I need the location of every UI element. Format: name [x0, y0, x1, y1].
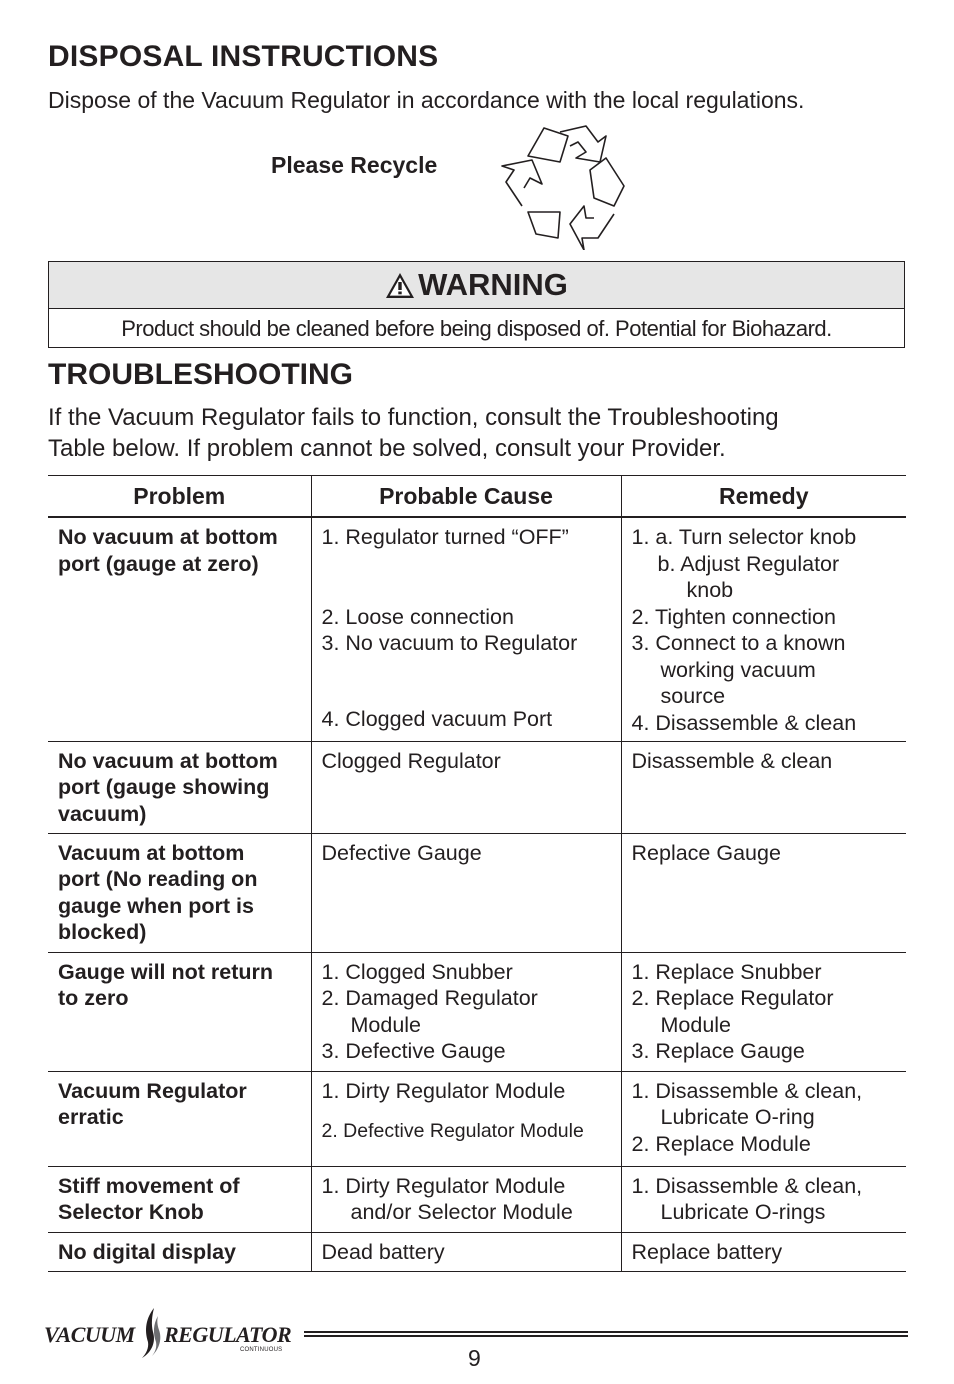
logo-subtext: CONTINUOUS: [240, 1347, 283, 1353]
cell-line: 4. Disassemble & clean: [631, 710, 857, 735]
remedy-cell: [621, 833, 906, 952]
problem-cell: [48, 1166, 311, 1232]
cell-line: Disassemble & clean: [631, 748, 833, 773]
table-row: [48, 1166, 906, 1232]
cause-cell: [311, 517, 621, 741]
cell-line: Lubricate O-ring: [660, 1105, 815, 1129]
cell-line: blocked): [58, 920, 147, 944]
cell-line: Vacuum Regulator: [58, 1078, 247, 1103]
cell-line: port (gauge at zero): [58, 551, 259, 576]
cell-line: 2. Damaged Regulator: [321, 986, 538, 1010]
cell-line: 3. Replace Gauge: [631, 1039, 805, 1063]
cell-line: Replace battery: [631, 1239, 783, 1264]
remedy-cell: [621, 952, 906, 1071]
remedy-cell: [621, 1071, 906, 1166]
cell-line: 1. Disassemble & clean,: [631, 1078, 863, 1103]
table-header-row: [48, 476, 906, 518]
cell-line: 1. Regulator turned “OFF”: [321, 525, 569, 549]
cause-cell: [311, 833, 621, 952]
recycle-icon: [494, 122, 628, 250]
cell-line: source: [660, 684, 726, 708]
cell-line: working vacuum: [660, 657, 816, 682]
header-cause: Probable Cause: [311, 476, 621, 518]
cell-line: b. Adjust Regulator: [657, 551, 840, 576]
cell-line: 1. Disassemble & clean,: [631, 1173, 863, 1198]
cause-cell: [311, 741, 621, 833]
cell-line: vacuum): [58, 801, 147, 826]
remedy-cell: [621, 741, 906, 833]
header-remedy: Remedy: [621, 476, 906, 518]
warning-title: WARNING: [418, 267, 568, 302]
cause-cell: [311, 952, 621, 1071]
cell-line: 1. a. Turn selector knob: [631, 525, 857, 549]
troubleshooting-intro: [48, 402, 918, 464]
cell-line: 1. Clogged Snubber: [321, 959, 513, 984]
cell-line: gauge when port is: [58, 893, 254, 918]
warning-text: Product should be cleaned before being disposed of. Potential for Biohazard.: [121, 315, 832, 341]
remedy-cell: [621, 1232, 906, 1271]
cell-line: 1. Dirty Regulator Module: [321, 1173, 566, 1198]
table-row: [48, 1071, 906, 1166]
recycle-label: Please Recycle: [271, 152, 438, 178]
warning-header: [49, 262, 904, 309]
cell-line: 3. No vacuum to Regulator: [321, 631, 578, 655]
header-problem: Problem: [48, 476, 311, 518]
table-row: [48, 517, 906, 741]
cell-line: No vacuum at bottom: [58, 748, 278, 773]
problem-cell: [48, 517, 311, 741]
cell-line: Defective Gauge: [321, 840, 482, 865]
table-row: [48, 741, 906, 833]
cell-line: 3. Connect to a known: [631, 631, 846, 655]
cell-line: 2. Defective Regulator Module: [321, 1120, 584, 1142]
cell-line: 4. Clogged vacuum Port: [321, 706, 553, 731]
cell-line: and/or Selector Module: [350, 1200, 573, 1224]
cell-line: No digital display: [58, 1239, 236, 1264]
intro-line: Table below. If problem cannot be solved, consult your Provider.: [48, 435, 726, 462]
cell-line: 2. Replace Module: [631, 1131, 811, 1156]
cause-cell: [311, 1166, 621, 1232]
cell-line: 2. Tighten connection: [631, 604, 836, 629]
cell-line: Clogged Regulator: [321, 748, 501, 773]
cell-line: port (No reading on: [58, 867, 258, 891]
page-number: 9: [468, 1345, 481, 1371]
footer-rule: [304, 1331, 908, 1341]
intro-line: If the Vacuum Regulator fails to function, consult the Troubleshooting: [48, 404, 779, 431]
logo-text-right: REGULATOR: [164, 1322, 292, 1347]
cell-line: Module: [660, 1012, 732, 1037]
cell-line: Stiff movement of: [58, 1173, 240, 1198]
cell-line: knob: [686, 578, 734, 602]
table-row: [48, 1232, 906, 1271]
cell-line: to zero: [58, 986, 129, 1010]
flame-swoosh-icon: [140, 1308, 162, 1358]
cause-cell: [311, 1232, 621, 1271]
cell-line: port (gauge showing: [58, 775, 270, 799]
cell-line: 3. Defective Gauge: [321, 1039, 506, 1063]
cause-cell: [311, 1071, 621, 1166]
cell-line: Module: [350, 1012, 422, 1037]
troubleshooting-title: TROUBLESHOOTING: [48, 358, 353, 391]
cell-line: 2. Loose connection: [321, 604, 514, 629]
problem-cell: [48, 741, 311, 833]
troubleshooting-table: [48, 475, 906, 1272]
remedy-cell: [621, 517, 906, 741]
cell-line: No vacuum at bottom: [58, 525, 278, 549]
table-row: [48, 952, 906, 1071]
disposal-text: Dispose of the Vacuum Regulator in accordance with the local regulations.: [48, 87, 805, 113]
problem-cell: [48, 1232, 311, 1271]
problem-cell: [48, 833, 311, 952]
cell-line: 1. Replace Snubber: [631, 959, 822, 984]
cell-line: Dead battery: [321, 1239, 445, 1264]
warning-triangle-icon: [385, 272, 415, 299]
cell-line: erratic: [58, 1105, 124, 1129]
remedy-cell: [621, 1166, 906, 1232]
warning-box: [48, 261, 905, 348]
cell-line: Replace Gauge: [631, 840, 781, 865]
cell-line: 1. Dirty Regulator Module: [321, 1078, 566, 1103]
cell-line: Selector Knob: [58, 1200, 204, 1224]
cell-line: 2. Replace Regulator: [631, 986, 834, 1010]
cell-line: Vacuum at bottom: [58, 840, 245, 865]
cell-line: Lubricate O-rings: [660, 1200, 826, 1224]
logo-text-left: VACUUM: [44, 1322, 135, 1347]
product-logo: [44, 1306, 294, 1358]
table-row: [48, 833, 906, 952]
cell-line: Gauge will not return: [58, 959, 274, 984]
problem-cell: [48, 952, 311, 1071]
problem-cell: [48, 1071, 311, 1166]
disposal-title: DISPOSAL INSTRUCTIONS: [48, 40, 439, 73]
